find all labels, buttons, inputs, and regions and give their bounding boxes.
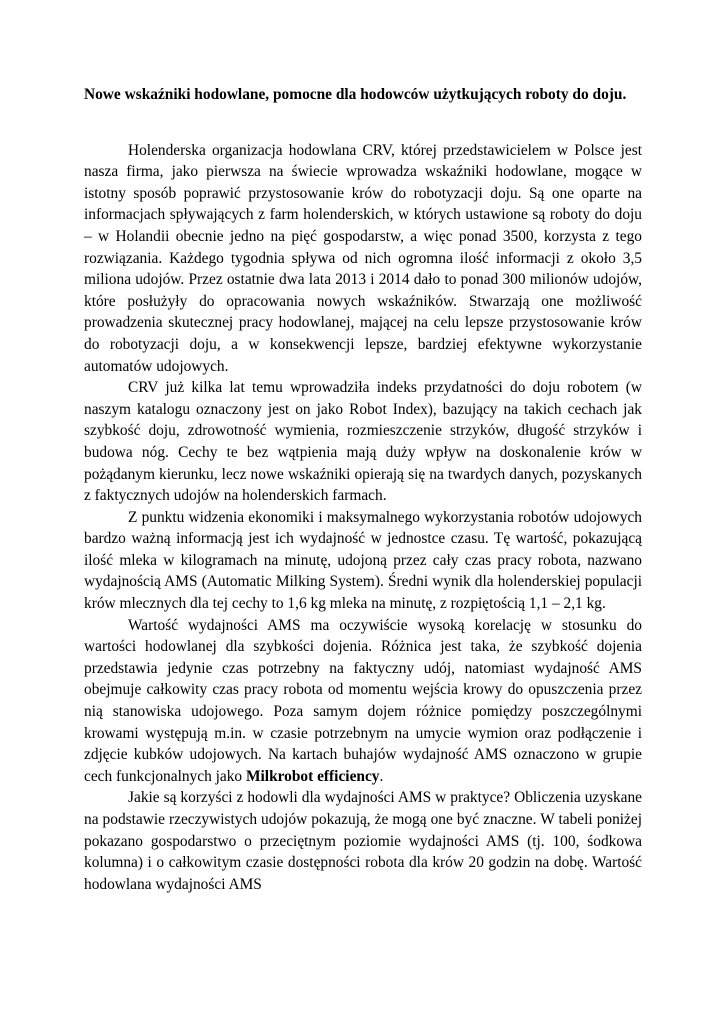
paragraph-intro: Holenderska organizacja hodowlana CRV, której przedstawicielem w Polsce jest nasza firma, jako pierwsza na świecie wprowadza wskaźniki hodowlane, mogące w istotny sposób poprawić przystosowanie krów do robotyzacji doju. Są one oparte na informacjach spływających z farm holenderskich, w których ustawione są roboty do doju – w Holandii obecnie jedno na pięć gospodarstw, a więc ponad 3500, korzysta z tego rozwiązania. Każdego tygodnia spływa od nich ogromna ilość informacji z około 3,5 miliona udojów. Przez ostatnie dwa lata 2013 i 2014 dało to ponad 300 milionów udojów, które posłużyły do opracowania nowych wskaźników. Stwarzają one możliwość prowadzenia skutecznej pracy hodowlanej, mającej na celu lepsze przystosowanie krów do robotyzacji doju, a w konsekwencji lepsze, bardziej efektywne wykorzystanie automatów udojowych.	[84, 141, 642, 375]
document-title: Nowe wskaźniki hodowlane, pomocne dla hodowców użytkujących roboty do doju.	[84, 86, 627, 103]
paragraph-benefits: Jakie są korzyści z hodowli dla wydajności AMS w praktyce? Obliczenia uzyskane na podstawie rzeczywistych udojów pokazują, że mogą one być znaczne. W tabeli poniżej pokazano gospodarstwo o przeciętnym poziomie wydajności AMS (tj. 100, śodkowa kolumna) i o całkowitym czasie dostępności robota dla krów 20 godzin na dobę. Wartość hodowlana wydajności AMS	[84, 789, 642, 893]
sentence-period: .	[379, 767, 384, 785]
milkrobot-efficiency-term: Milkrobot efficiency	[245, 767, 380, 785]
document-body	[84, 140, 642, 896]
document-page	[84, 84, 642, 895]
paragraph-ams-efficiency: Z punktu widzenia ekonomiki i maksymalnego wykorzystania robotów udojowych bardzo ważną informacją jest ich wydajność w jednostce czasu. Tę wartość, pokazującą ilość mleka w kilogramach na minutę, udojoną przez cały czas pracy robota, nazwano wydajnością AMS (Automatic Milking System). Średni wynik dla holenderskiej populacji krów mlecznych dla tej cechy to 1,6 kg mleka na minutę, z rozpiętością 1,1 – 2,1 kg.	[84, 508, 642, 613]
paragraph-robot-index: CRV już kilka lat temu wprowadziła indeks przydatności do doju robotem (w naszym katalogu oznaczony jest on jako Robot Index), bazujący na takich cechach jak szybkość doju, zdrowotność wymienia, rozmieszczenie strzyków, długość strzyków i budowa nóg. Cechy te bez wątpienia mają duży wpływ na doskonalenie krów w pożądanym kierunku, lecz nowe wskaźniki opierają się na twardych danych, pozyskanych z faktycznych udojów na holenderskich farmach.	[84, 379, 642, 505]
paragraph-ams-correlation	[84, 615, 642, 788]
paragraph-ams-correlation-text: Wartość wydajności AMS ma oczywiście wysoką korelację w stosunku do wartości hodowlanej dla szybkości dojenia. Różnica jest taka, że szybkość dojenia przedstawia jedynie czas potrzebny na faktyczny udój, natomiast wydajność AMS obejmuje całkowity czas pracy robota od momentu wejścia krowy do opuszczenia przez nią stanowiska udojowego. Poza samym dojem różnice pomiędzy poszczególnymi krowami występują m.in. w czasie potrzebnym na umycie wymion oraz podłączenie i zdjęcie kubków udojowych. Na kartach buhajów wydajność AMS oznaczono w grupie cech funkcjonalnych jako	[84, 616, 642, 785]
